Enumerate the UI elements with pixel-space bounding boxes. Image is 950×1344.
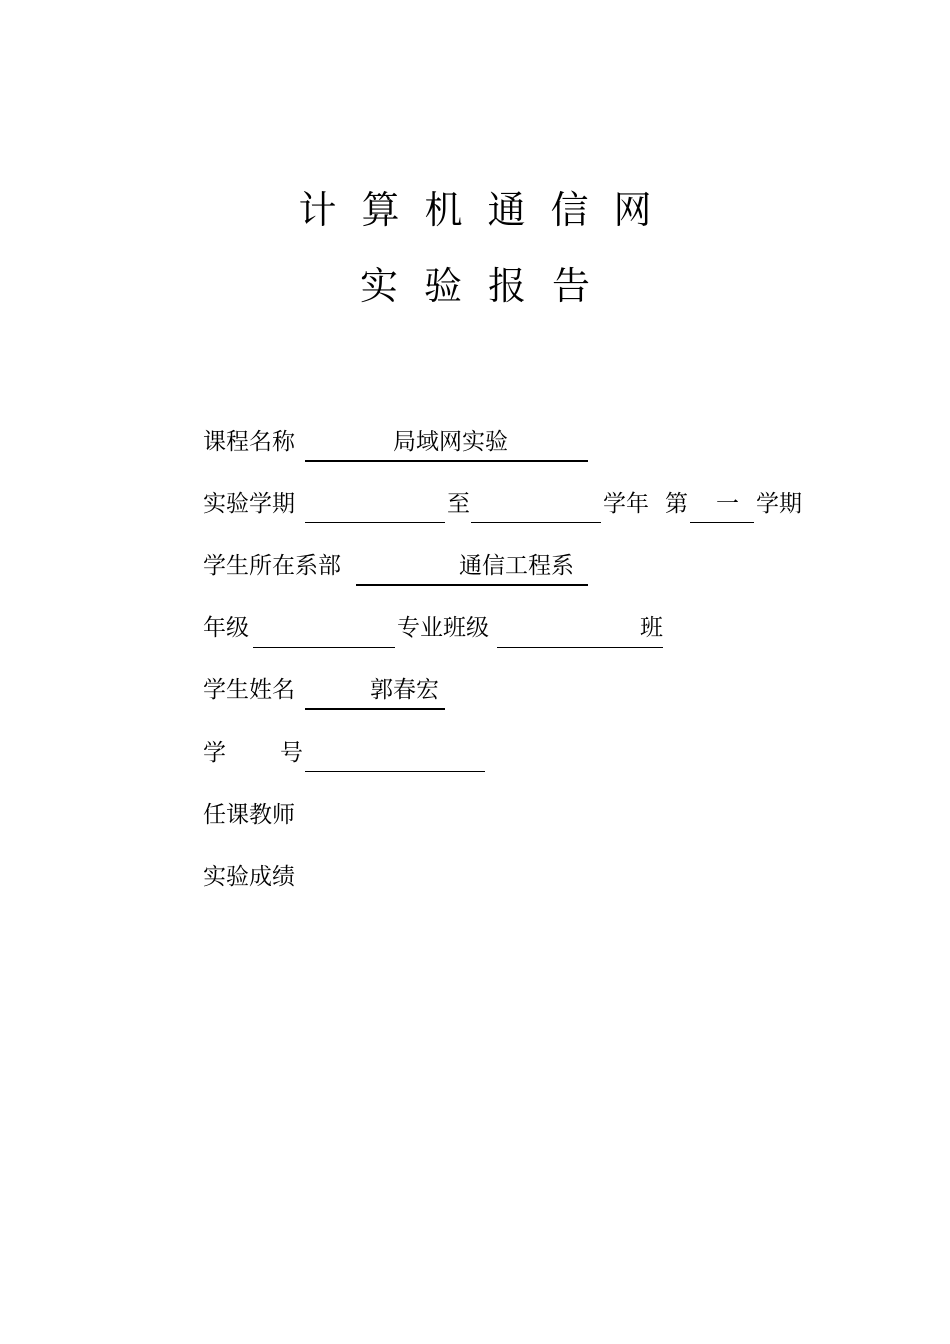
grade-underline — [253, 647, 395, 648]
student-id-label-right: 号 — [280, 740, 303, 766]
student-id-label-left: 学 — [203, 740, 226, 766]
department-underline — [356, 584, 588, 586]
report-title-line2: 实验报告 — [359, 264, 616, 308]
student-id-underline — [305, 771, 485, 772]
semester-label: 实验学期 — [203, 491, 295, 517]
term-suffix-text: 学期 — [756, 491, 802, 517]
course-name-underline — [305, 460, 588, 462]
academic-year-text: 学年 — [603, 491, 649, 517]
major-class-label: 专业班级 — [397, 615, 489, 641]
term-value: 一 — [716, 491, 739, 517]
department-value: 通信工程系 — [459, 553, 574, 579]
student-name-underline — [305, 708, 445, 710]
semester-end-year-underline — [471, 522, 601, 523]
semester-to-text: 至 — [447, 491, 470, 517]
teacher-label: 任课教师 — [203, 802, 295, 828]
class-suffix-text: 班 — [640, 615, 663, 641]
term-underline — [690, 522, 754, 523]
score-label: 实验成绩 — [203, 864, 295, 890]
term-prefix-text: 第 — [665, 491, 688, 517]
course-name-value: 局域网实验 — [393, 429, 508, 455]
department-label: 学生所在系部 — [203, 553, 341, 579]
student-name-value: 郭春宏 — [370, 677, 439, 703]
semester-start-year-underline — [305, 522, 445, 523]
course-name-label: 课程名称 — [203, 429, 295, 455]
report-title-line1: 计算机通信网 — [298, 188, 677, 232]
grade-label: 年级 — [203, 615, 249, 641]
major-class-underline — [497, 647, 663, 648]
student-name-label: 学生姓名 — [203, 677, 295, 703]
